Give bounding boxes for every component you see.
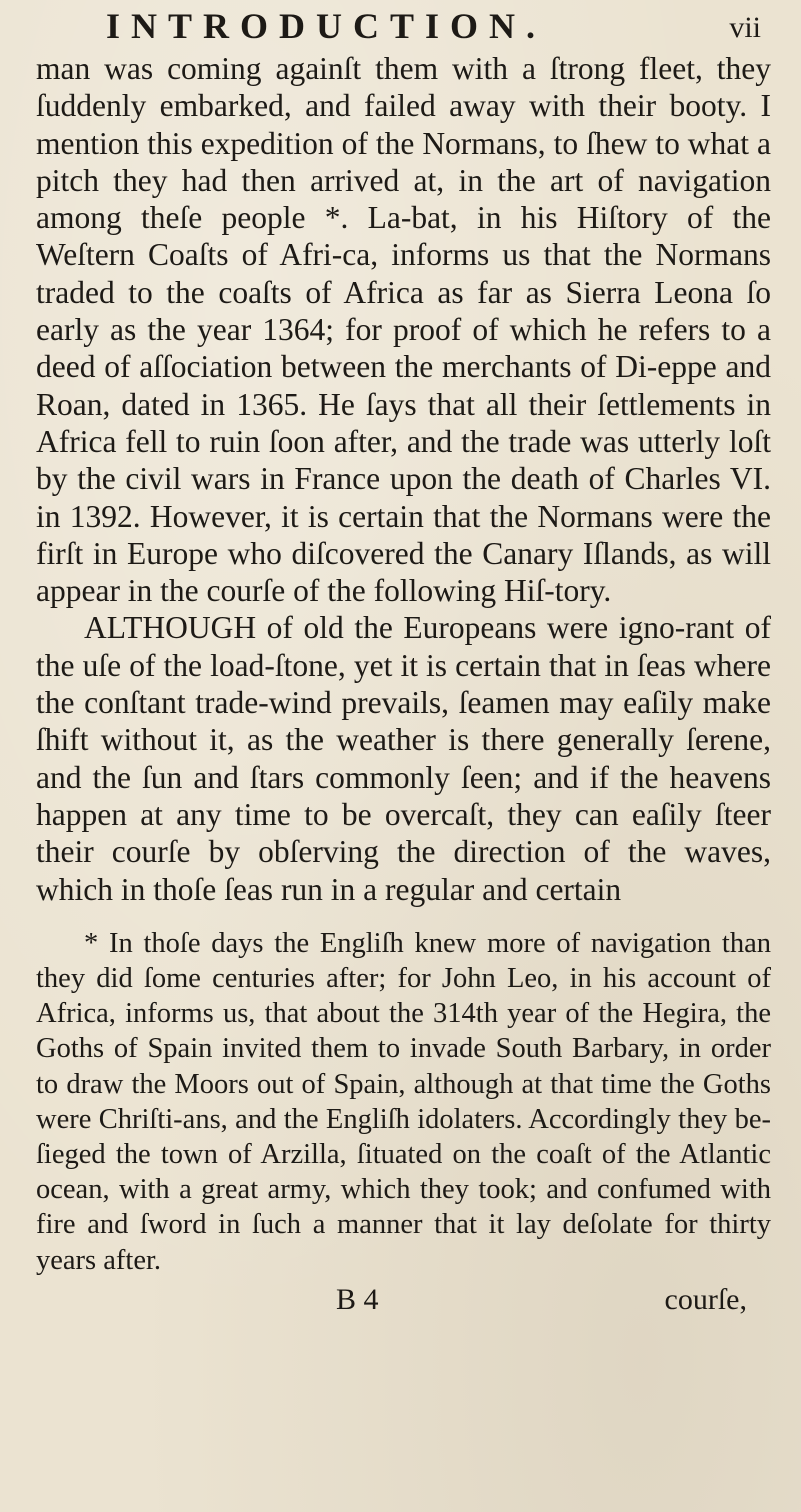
signature-mark: B 4 [336, 1282, 379, 1316]
page-foot [36, 1280, 771, 1320]
running-head [36, 2, 771, 50]
paragraph-normans: man was coming againſt them with a ſtrong fleet, they ſuddenly embarked, and failed away with their booty. I mention this expedition of the Normans, to ſhew to what a pitch they had then arrived at, in the art of navigation among theſe people *. La-bat, in his Hiſtory of the Weſtern Coaſts of Afri-ca, informs us that the Normans traded to the coaſts of Africa as far as Sierra Leona ſo early as the year 1364; for proof of which he refers to a deed of aſſociation between the merchants of Di-eppe and Roan, dated in 1365. He ſays that all their ſettlements in Africa fell to ruin ſoon after, and the trade was utterly loſt by the civil wars in France upon the death of Charles VI. in 1392. However, it is certain that the Normans were the firſt in Europe who diſcovered the Canary Iſlands, as will appear in the courſe of the following Hiſ-tory. [36, 51, 771, 609]
footnote [36, 926, 771, 1278]
paragraph-load-stone: ALTHOUGH of old the Europeans were igno-rant of the uſe of the load-ſtone, yet it is certain that in ſeas where the conſtant trade-wind prevails, ſeamen may eaſily make ſhift without it, as the weather is there generally ſerene, and the ſun and ſtars commonly ſeen; and if the heavens happen at any time to be overcaſt, they can eaſily ſteer their courſe by obſerving the direction of the waves, which in thoſe ſeas run in a regular and certain [36, 610, 771, 907]
page-number: vii [729, 11, 761, 44]
running-title: INTRODUCTION. [106, 6, 547, 46]
catchword: courſe, [664, 1282, 747, 1316]
footnote-text: * In thoſe days the Engliſh knew more of navigation than they did ſome centuries after; for John Leo, in his account of Africa, informs us, that about the 314th year of the Hegira, the Goths of Spain invited them to invade South Barbary, in order to draw the Moors out of Spain, although at that time the Goths were Chriſti-ans, and the Engliſh idolaters. Accordingly they be-ſieged the town of Arzilla, ſituated on the coaſt of the Atlantic ocean, with a great army, which they took; and confumed with fire and ſword in ſuch a manner that it lay deſolate for thirty years after. [36, 927, 771, 1276]
body-text [36, 50, 771, 908]
